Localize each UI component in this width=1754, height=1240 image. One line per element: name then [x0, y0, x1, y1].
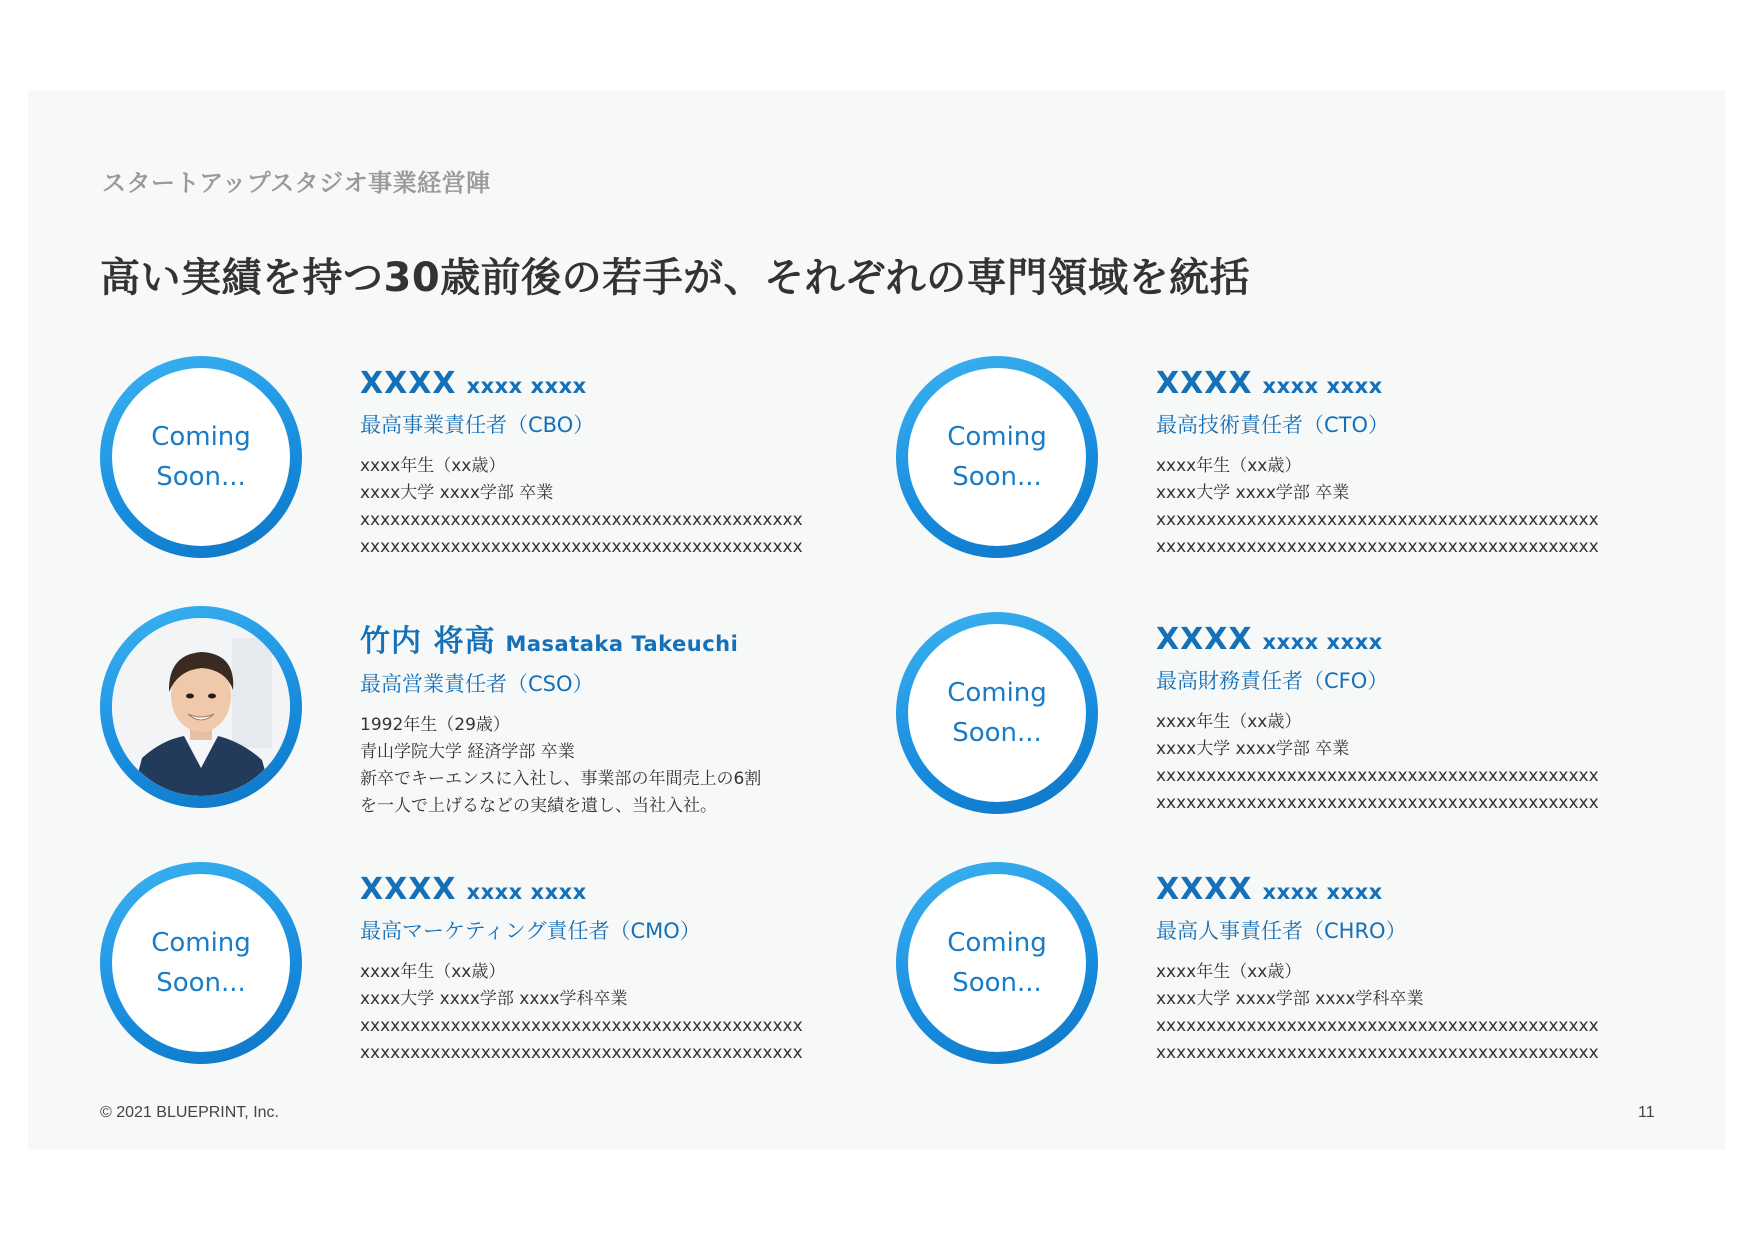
member-card-chro	[896, 862, 1676, 1072]
member-photo	[112, 618, 290, 796]
member-info	[360, 872, 880, 1067]
detail-line: xxxx年生（xx歳）	[360, 456, 506, 476]
avatar-ring	[100, 862, 302, 1064]
detail-line: xxxx年生（xx歳）	[1156, 962, 1302, 982]
coming-soon-text: Coming Soon...	[151, 422, 251, 492]
detail-line: xxxxxxxxxxxxxxxxxxxxxxxxxxxxxxxxxxxxxxxxxxxx	[360, 1043, 803, 1063]
page-title: 高い実績を持つ30歳前後の若手が、それぞれの専門領域を統括	[100, 255, 1251, 301]
detail-line: xxxx大学 xxxx学部 卒業	[1156, 739, 1350, 759]
member-name: 竹内 将高 Masataka Takeuchi	[360, 624, 739, 659]
detail-line: xxxx大学 xxxx学部 xxxx学科卒業	[1156, 989, 1424, 1009]
coming-soon-text: Coming Soon...	[947, 678, 1047, 748]
detail-line: 新卒でキーエンスに入社し、事業部の年間売上の6割	[360, 769, 762, 789]
coming-soon-text: Coming Soon...	[947, 422, 1047, 492]
detail-line: xxxxxxxxxxxxxxxxxxxxxxxxxxxxxxxxxxxxxxxxxxxx	[1156, 1016, 1599, 1036]
member-name: XXXX xxxx xxxx	[360, 366, 587, 401]
member-role: 最高営業責任者（CSO）	[360, 672, 594, 696]
detail-line: を一人で上げるなどの実績を遺し、当社入社。	[360, 796, 717, 816]
member-card-cfo	[896, 612, 1676, 822]
detail-line: 青山学院大学 経済学部 卒業	[360, 742, 575, 762]
detail-line: xxxx年生（xx歳）	[1156, 712, 1302, 732]
detail-line: xxxxxxxxxxxxxxxxxxxxxxxxxxxxxxxxxxxxxxxxxxxx	[1156, 510, 1599, 530]
detail-line: xxxx大学 xxxx学部 卒業	[360, 483, 554, 503]
detail-line: xxxx年生（xx歳）	[360, 962, 506, 982]
member-name: XXXX xxxx xxxx	[1156, 366, 1383, 401]
avatar-placeholder	[112, 874, 290, 1052]
member-card-cso	[100, 606, 880, 816]
member-name-roman: xxxx xxxx	[466, 880, 587, 904]
avatar-placeholder	[908, 624, 1086, 802]
detail-line: xxxx大学 xxxx学部 xxxx学科卒業	[360, 989, 628, 1009]
detail-line: xxxxxxxxxxxxxxxxxxxxxxxxxxxxxxxxxxxxxxxxxxxx	[360, 537, 803, 557]
member-card-cbo	[100, 356, 880, 566]
detail-line: xxxxxxxxxxxxxxxxxxxxxxxxxxxxxxxxxxxxxxxxxxxx	[360, 1016, 803, 1036]
member-role: 最高財務責任者（CFO）	[1156, 669, 1389, 693]
avatar-ring	[100, 606, 302, 808]
detail-line: xxxxxxxxxxxxxxxxxxxxxxxxxxxxxxxxxxxxxxxxxxxx	[1156, 1043, 1599, 1063]
member-name: XXXX xxxx xxxx	[1156, 622, 1383, 657]
detail-line: xxxxxxxxxxxxxxxxxxxxxxxxxxxxxxxxxxxxxxxxxxxx	[1156, 537, 1599, 557]
member-name: XXXX xxxx xxxx	[360, 872, 587, 907]
detail-line: xxxx年生（xx歳）	[1156, 456, 1302, 476]
member-role: 最高技術責任者（CTO）	[1156, 413, 1390, 437]
member-name-roman: Masataka Takeuchi	[505, 632, 739, 656]
member-name: XXXX xxxx xxxx	[1156, 872, 1383, 907]
member-role: 最高マーケティング責任者（CMO）	[360, 919, 701, 943]
copyright: © 2021 BLUEPRINT, Inc.	[100, 1104, 279, 1121]
coming-soon-text: Coming Soon...	[947, 928, 1047, 998]
member-details	[1156, 709, 1676, 817]
member-details	[1156, 453, 1676, 561]
member-info	[1156, 622, 1676, 817]
member-card-cto	[896, 356, 1676, 566]
member-details	[360, 959, 880, 1067]
avatar-placeholder	[112, 368, 290, 546]
coming-soon-text: Coming Soon...	[151, 928, 251, 998]
member-info	[1156, 872, 1676, 1067]
avatar-ring	[896, 612, 1098, 814]
member-details	[360, 712, 880, 820]
detail-line: xxxxxxxxxxxxxxxxxxxxxxxxxxxxxxxxxxxxxxxxxxxx	[1156, 793, 1599, 813]
person-photo-icon	[112, 618, 290, 796]
page-number: 11	[1638, 1104, 1655, 1121]
member-name-roman: xxxx xxxx	[1262, 374, 1383, 398]
section-eyebrow: スタートアップスタジオ事業経営陣	[102, 169, 491, 197]
member-info	[1156, 366, 1676, 561]
member-role: 最高人事責任者（CHRO）	[1156, 919, 1407, 943]
member-name-roman: xxxx xxxx	[466, 374, 587, 398]
avatar-placeholder	[908, 368, 1086, 546]
member-info	[360, 366, 880, 561]
member-details	[360, 453, 880, 561]
member-card-cmo	[100, 862, 880, 1072]
detail-line: xxxx大学 xxxx学部 卒業	[1156, 483, 1350, 503]
avatar-ring	[896, 356, 1098, 558]
member-role: 最高事業責任者（CBO）	[360, 413, 595, 437]
detail-line: xxxxxxxxxxxxxxxxxxxxxxxxxxxxxxxxxxxxxxxxxxxx	[1156, 766, 1599, 786]
detail-line: 1992年生（29歳）	[360, 715, 510, 735]
avatar-placeholder	[908, 874, 1086, 1052]
avatar-ring	[100, 356, 302, 558]
member-name-roman: xxxx xxxx	[1262, 630, 1383, 654]
member-info	[360, 616, 880, 820]
avatar-ring	[896, 862, 1098, 1064]
member-name-roman: xxxx xxxx	[1262, 880, 1383, 904]
detail-line: xxxxxxxxxxxxxxxxxxxxxxxxxxxxxxxxxxxxxxxxxxxx	[360, 510, 803, 530]
member-details	[1156, 959, 1676, 1067]
